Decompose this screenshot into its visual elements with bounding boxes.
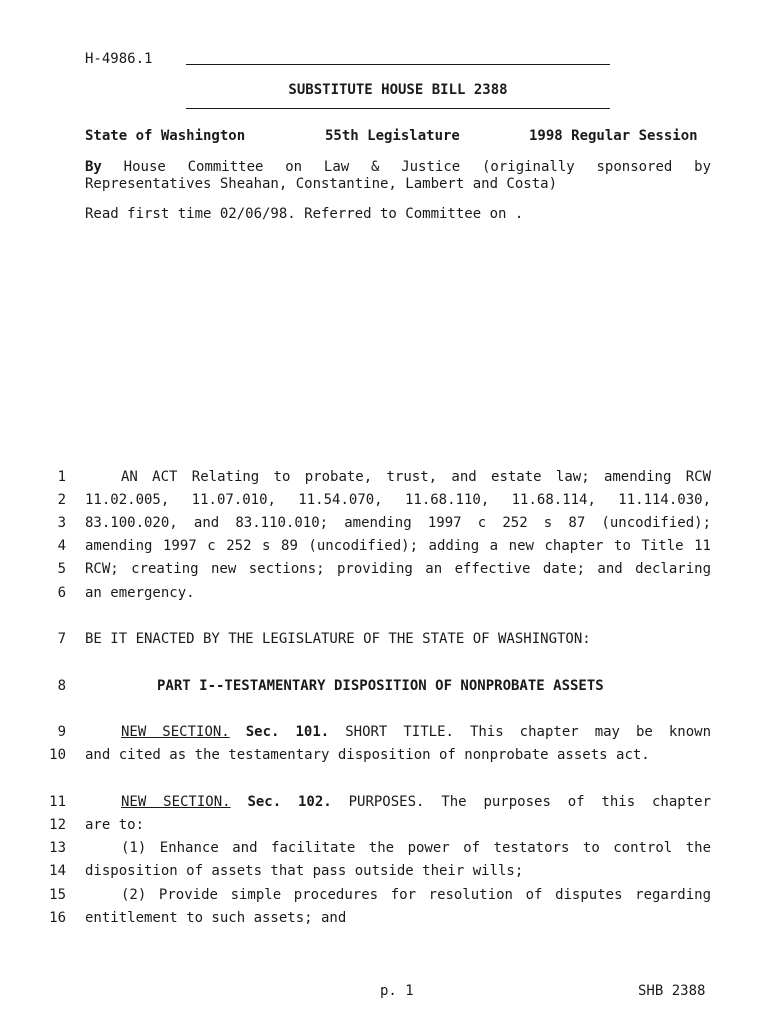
page-number: p. 1 [380, 983, 414, 999]
document-id: H-4986.1 [85, 51, 153, 67]
line-number: 11 [49, 794, 66, 810]
state-label: State of Washington [85, 128, 246, 144]
line-number: 4 [57, 538, 66, 554]
footer-bill-number: SHB 2388 [638, 983, 706, 999]
body-line: RCW; creating new sections; providing an effective date; and declaring [85, 561, 711, 577]
body-line: an emergency. [85, 585, 195, 601]
header-rule-bottom [186, 108, 610, 109]
legislature-label: 55th Legislature [325, 128, 460, 144]
line-number: 5 [57, 561, 66, 577]
line-number: 10 [49, 747, 66, 763]
body-line: 11.02.005, 11.07.010, 11.54.070, 11.68.110, 11.68.114, 11.114.030, [85, 492, 711, 508]
section-text: SHORT TITLE. This chapter may be known [345, 724, 711, 740]
part-heading: PART I--TESTAMENTARY DISPOSITION OF NONPROBATE ASSETS [157, 678, 604, 694]
line-number: 15 [49, 887, 66, 903]
line-number: 9 [57, 724, 66, 740]
line-number: 2 [57, 492, 66, 508]
bill-title: SUBSTITUTE HOUSE BILL 2388 [288, 82, 508, 98]
line-number: 12 [49, 817, 66, 833]
line-number: 13 [49, 840, 66, 856]
section-number: Sec. 101. [245, 724, 330, 740]
line-number: 6 [57, 585, 66, 601]
line-number: 16 [49, 910, 66, 926]
header-rule-top [186, 64, 610, 65]
section-102-line [85, 793, 711, 811]
section-text: PURPOSES. The purposes of this chapter [348, 794, 712, 810]
body-line: are to: [85, 817, 145, 833]
line-number: 8 [57, 678, 66, 694]
sponsors-line-2: Representatives Sheahan, Constantine, Lambert and Costa) [85, 176, 558, 192]
body-line: (1) Enhance and facilitate the power of testators to control the [121, 840, 711, 856]
sponsors-line-1 [85, 158, 711, 176]
new-section-label: NEW SECTION. [121, 794, 231, 810]
sponsors-line-1-text: House Committee on Law & Justice (originally sponsored by [123, 159, 711, 175]
enacting-clause: BE IT ENACTED BY THE LEGISLATURE OF THE STATE OF WASHINGTON: [85, 631, 591, 647]
line-number: 1 [57, 469, 66, 485]
body-line: 83.100.020, and 83.110.010; amending 1997 c 252 s 87 (uncodified); [85, 515, 711, 531]
session-label: 1998 Regular Session [529, 128, 698, 144]
section-101-line [85, 723, 711, 741]
new-section-label: NEW SECTION. [121, 724, 230, 740]
body-line: entitlement to such assets; and [85, 910, 347, 926]
body-line: AN ACT Relating to probate, trust, and estate law; amending RCW [121, 469, 711, 485]
read-first-time: Read first time 02/06/98. Referred to Committee on . [85, 206, 524, 222]
line-number: 3 [57, 515, 66, 531]
body-line: and cited as the testamentary disposition of nonprobate assets act. [85, 747, 650, 763]
body-line: amending 1997 c 252 s 89 (uncodified); adding a new chapter to Title 11 [85, 538, 711, 554]
body-line: (2) Provide simple procedures for resolution of disputes regarding [121, 887, 711, 903]
line-number: 14 [49, 863, 66, 879]
section-number: Sec. 102. [247, 794, 332, 810]
by-label: By [85, 159, 102, 175]
body-line: disposition of assets that pass outside their wills; [85, 863, 524, 879]
line-number: 7 [57, 631, 66, 647]
